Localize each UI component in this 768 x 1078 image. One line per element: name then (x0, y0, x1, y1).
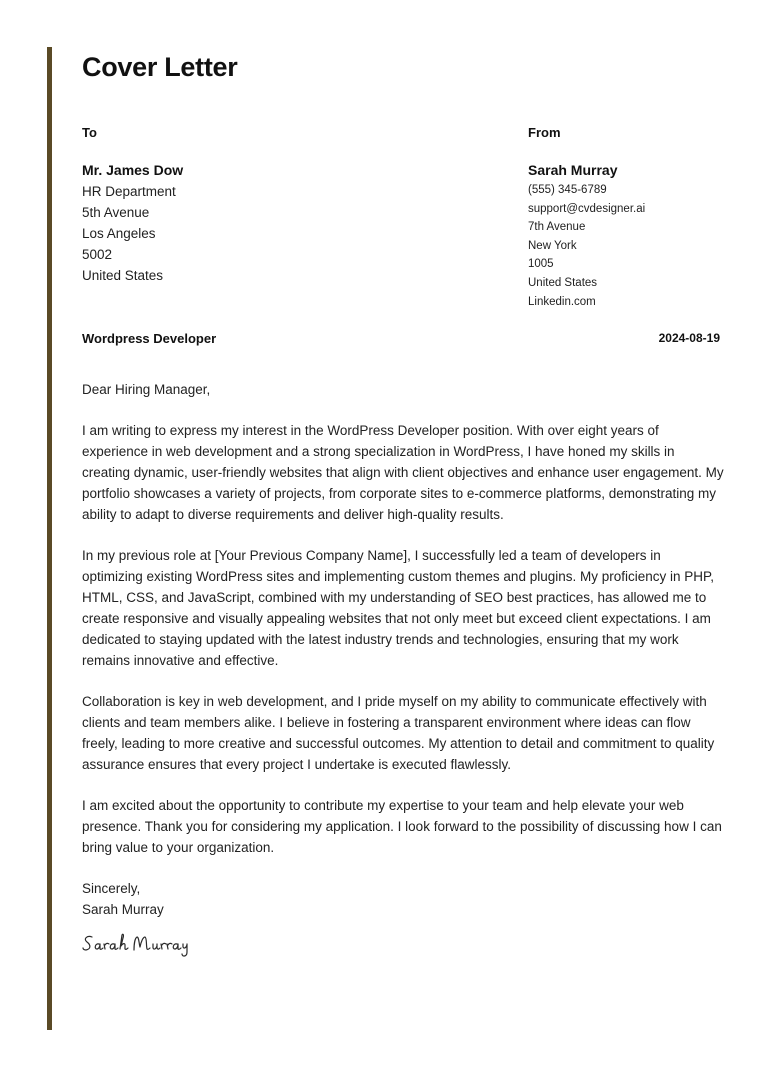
handwritten-signature (82, 932, 194, 958)
recipient-name: Mr. James Dow (82, 162, 184, 178)
sender-website: Linkedin.com (528, 295, 596, 308)
paragraph-1: I am writing to express my interest in the WordPress Developer position. With over eight years of experience in web development and a strong specialization in WordPress, I have honed my skills in creating dynamic, user-friendly websites that align with client objectives and enhance user engagement. My portfolio showcases a variety of projects, from corporate sites to e-commerce platforms, demonstrating my ability to adapt to diverse requirements and deliver high-quality results. (82, 423, 724, 522)
accent-bar (47, 47, 52, 1030)
recipient-department: HR Department (82, 184, 176, 199)
letter-body (82, 379, 724, 920)
paragraph-3: Collaboration is key in web development, and I pride myself on my ability to communicate effectively with clients and team members alike. I believe in fostering a transparent environment where ideas can flow freely, leading to more creative and successful outcomes. My attention to detail and commitment to quality assurance ensures that every project I undertake is executed flawlessly. (82, 694, 715, 772)
recipient-label: To (82, 125, 97, 140)
recipient-block (82, 125, 382, 286)
sender-phone: (555) 345-6789 (528, 184, 607, 196)
paragraph-2: In my previous role at [Your Previous Company Name], I successfully led a team of developers in optimizing existing WordPress sites and implementing custom themes and plugins. My proficiency in PHP, HTML, CSS, and JavaScript, combined with my understanding of SEO best practices, has allowed me to create responsive and visually appealing websites that not only meet but exceed client expectations. I am dedicated to staying updated with the latest industry trends and technologies, ensuring that my work remains innovative and effective. (82, 548, 715, 668)
closing-name: Sarah Murray (82, 902, 164, 917)
salutation: Dear Hiring Manager, (82, 382, 211, 397)
sender-email: support@cvdesigner.ai (528, 202, 646, 215)
sender-postal-code: 1005 (528, 258, 554, 271)
sender-name: Sarah Murray (528, 162, 618, 178)
letter-date: 2024-08-19 (658, 331, 720, 345)
paragraph-4: I am excited about the opportunity to contribute my expertise to your team and help elevate your web presence. Thank you for considering my application. I look forward to the possibility of discussing how I can bring value to your organization. (82, 798, 722, 855)
sender-block (528, 125, 728, 311)
sender-street: 7th Avenue (528, 221, 586, 234)
recipient-city: Los Angeles (82, 226, 156, 241)
closing: Sincerely, (82, 881, 141, 896)
recipient-country: United States (82, 268, 164, 283)
sender-country: United States (528, 276, 598, 289)
recipient-street: 5th Avenue (82, 205, 150, 220)
letter-subject: Wordpress Developer (82, 331, 217, 346)
recipient-postal-code: 5002 (82, 247, 113, 262)
sender-label: From (528, 125, 561, 140)
page-title: Cover Letter (82, 52, 238, 82)
sender-city: New York (528, 239, 577, 252)
